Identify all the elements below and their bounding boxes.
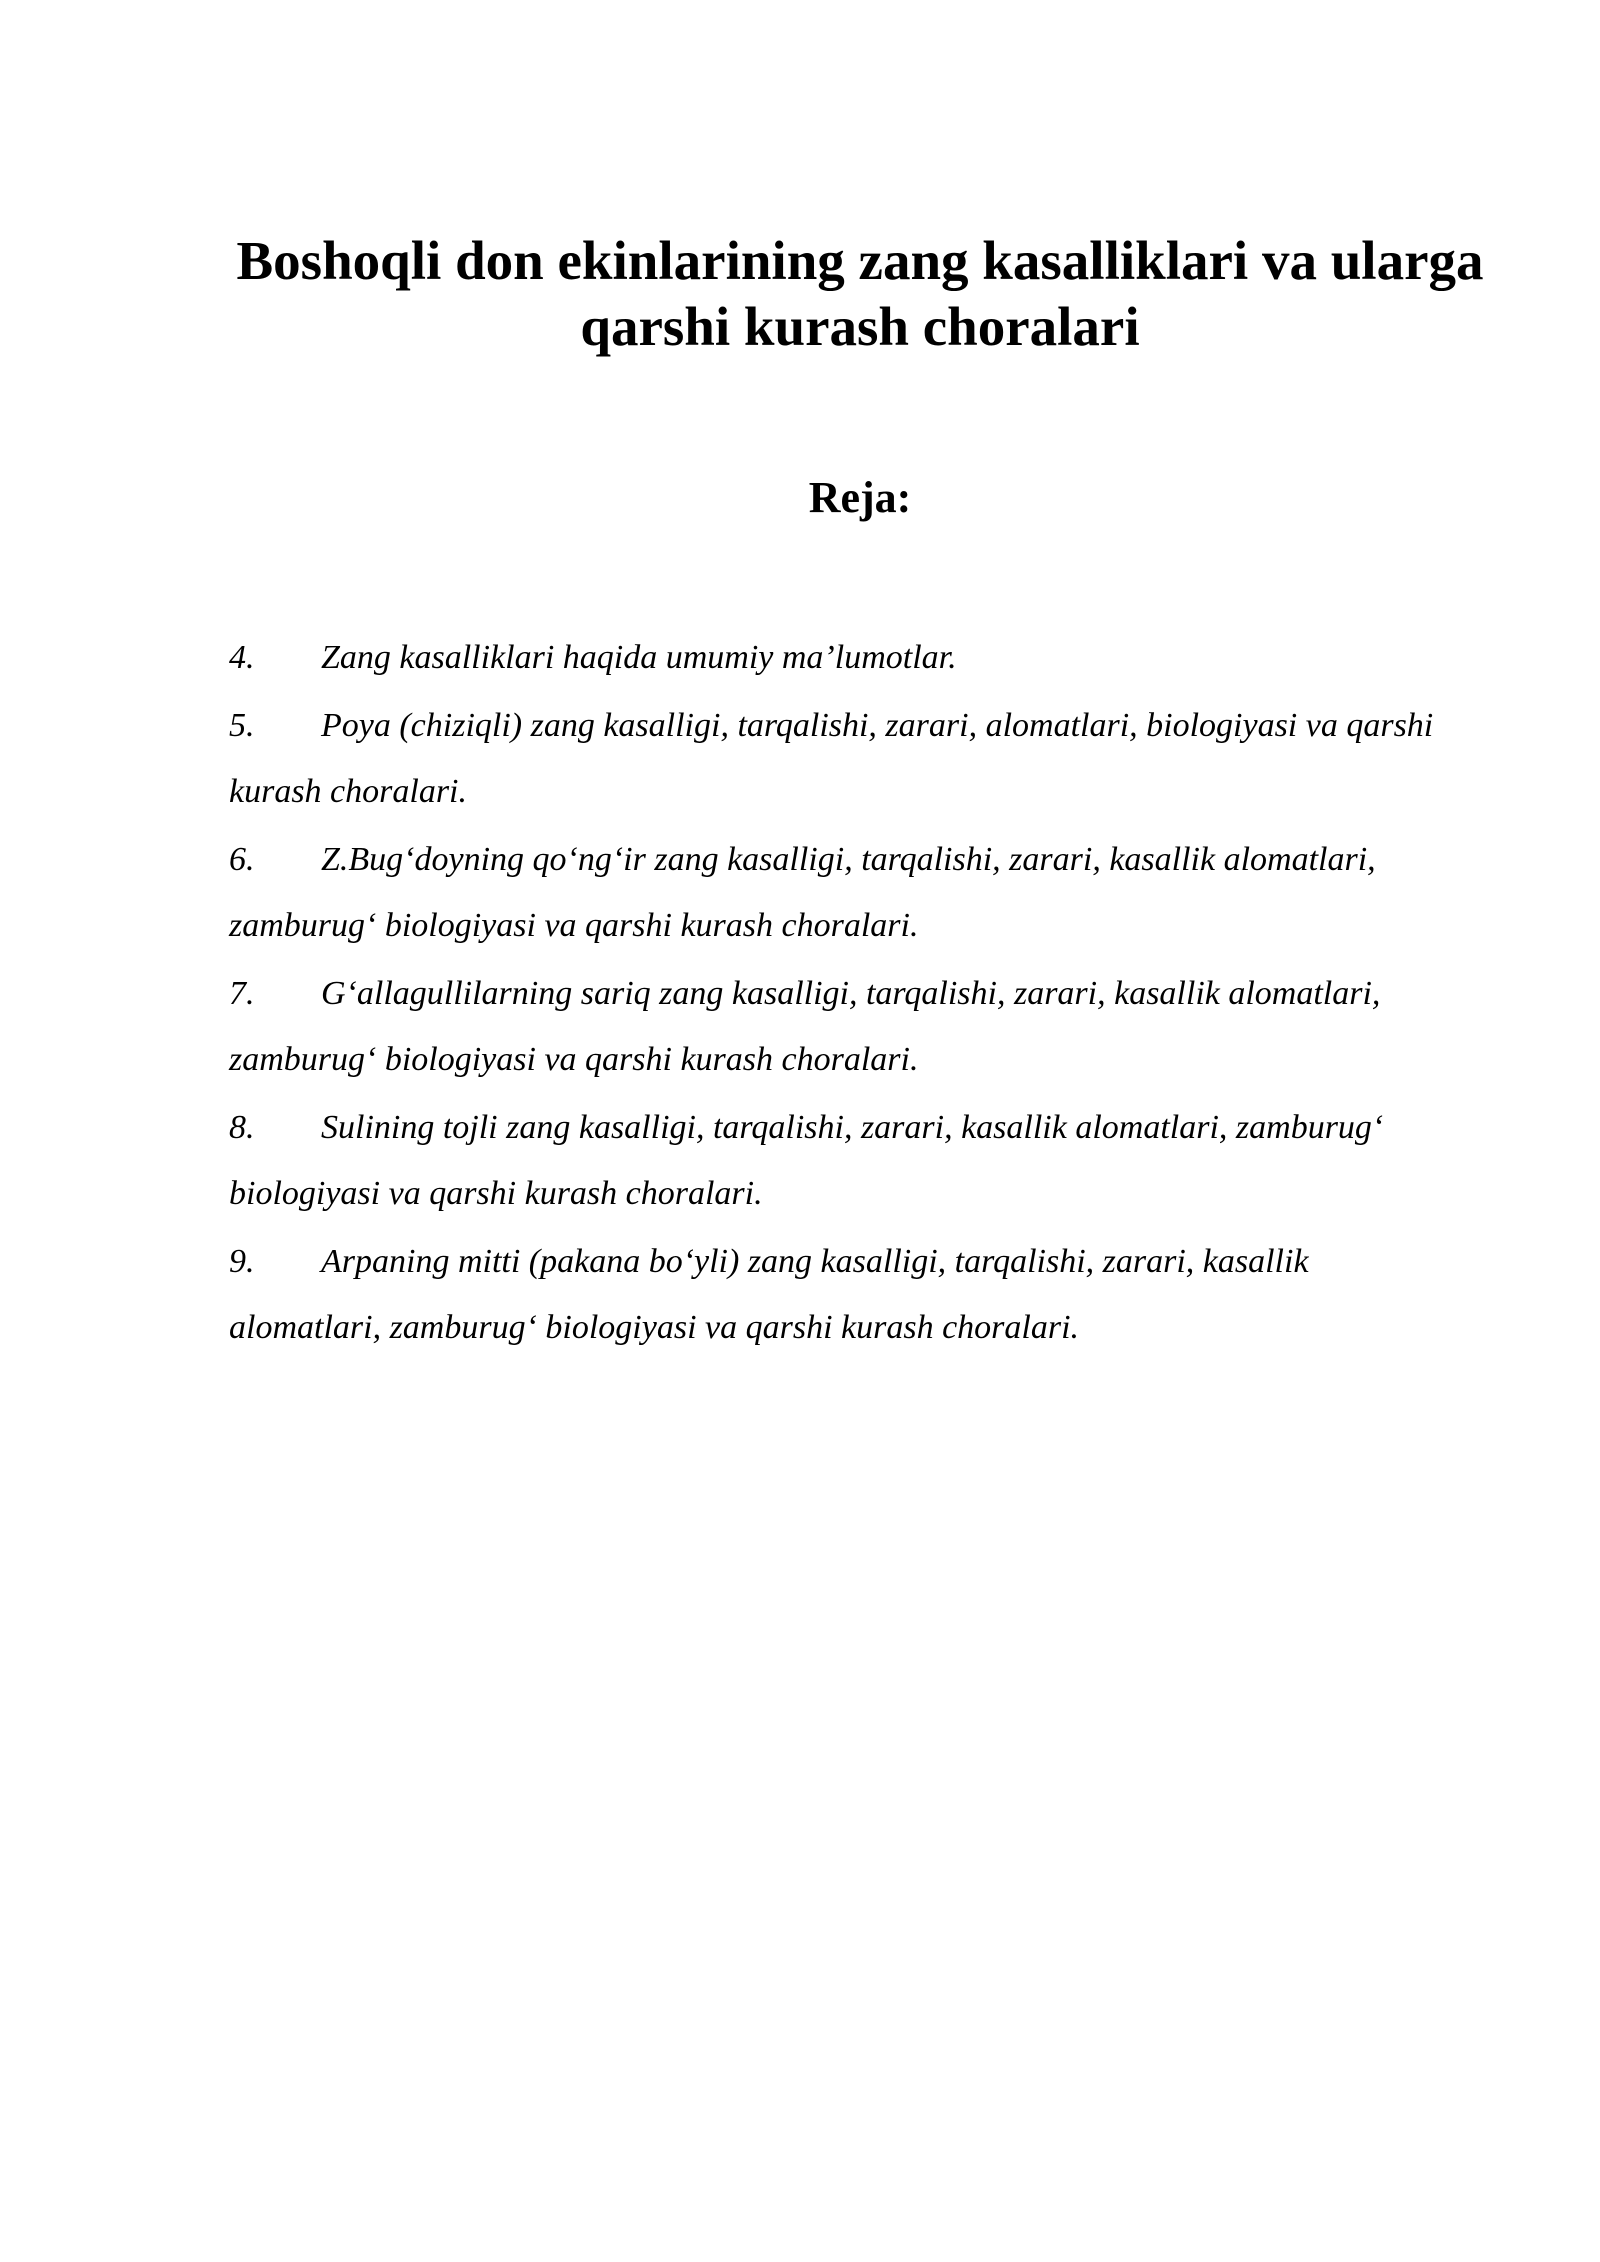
plan-item — [229, 693, 1469, 825]
plan-item-text: Z.Bug‘doyning qo‘ng‘ir zang kasalligi, tarqalishi, zarari, kasallik alomatlari, zamburug‘ biologiyasi va qarshi kurash choralari. — [229, 841, 1376, 944]
plan-item-text: G‘allagullilarning sariq zang kasalligi, tarqalishi, zarari, kasallik alomatlari, zamburug‘ biologiyasi va qarshi kurash choralari. — [229, 975, 1381, 1078]
plan-item — [229, 827, 1469, 959]
plan-item-text: Poya (chiziqli) zang kasalligi, tarqalishi, zarari, alomatlari, biologiyasi va qarshi kurash choralari. — [229, 707, 1434, 810]
document-title: Boshoqli don ekinlarining zang kasalliklari va ularga qarshi kurash choralari — [236, 230, 1484, 357]
plan-item — [229, 625, 1469, 691]
plan-item-number: 7. — [229, 975, 255, 1012]
plan-heading: Reja: — [808, 473, 912, 522]
plan-item-text: Zang kasalliklari haqida umumiy ma’lumotlar. — [321, 639, 957, 676]
plan-item-number: 5. — [229, 707, 255, 744]
plan-item-number: 8. — [229, 1109, 255, 1146]
plan-item-number: 6. — [229, 841, 255, 878]
plan-item-number: 9. — [229, 1243, 255, 1280]
plan-item-text: Sulining tojli zang kasalligi, tarqalishi, zarari, kasallik alomatlari, zamburug‘ biologiyasi va qarshi kurash choralari. — [229, 1109, 1384, 1212]
plan-item — [229, 961, 1469, 1093]
plan-item-number: 4. — [229, 639, 255, 676]
plan-item — [229, 1095, 1469, 1227]
plan-list — [229, 625, 1469, 1363]
plan-item-text: Arpaning mitti (pakana bo‘yli) zang kasalligi, tarqalishi, zarari, kasallik alomatlari, zamburug‘ biologiyasi va qarshi kurash choralari. — [229, 1243, 1309, 1346]
plan-item — [229, 1229, 1469, 1361]
